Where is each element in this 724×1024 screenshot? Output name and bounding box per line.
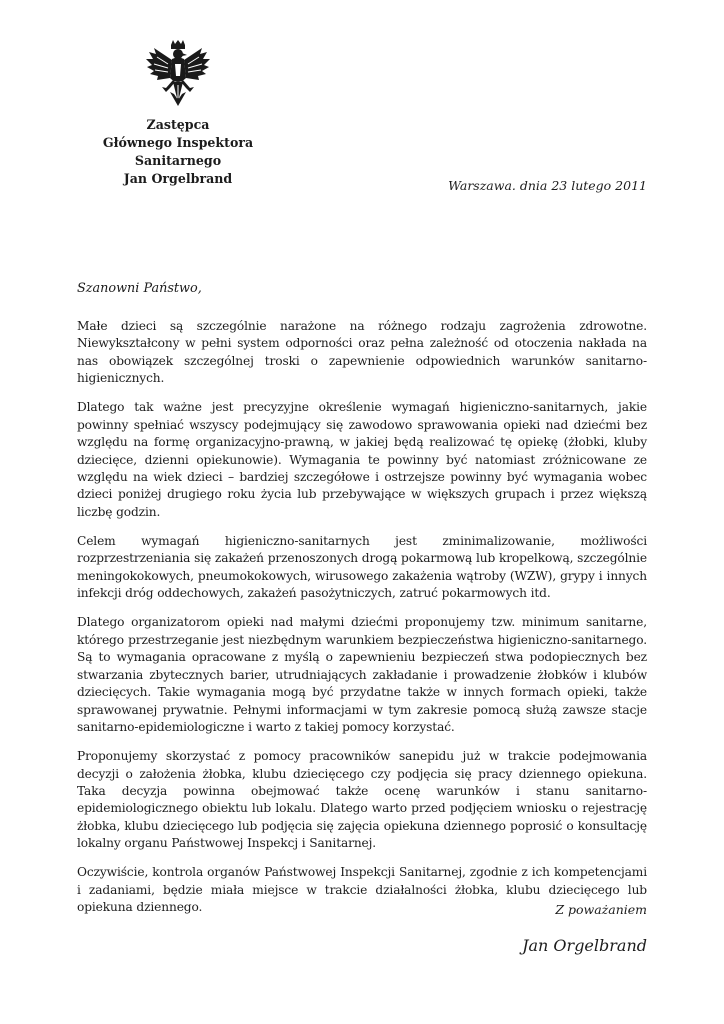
signature: Jan Orgelbrand xyxy=(522,936,647,955)
sender-office: Głównego Inspektora Sanitarnego xyxy=(102,135,254,168)
letter-date: Warszawa. dnia 23 lutego 2011 xyxy=(448,178,647,193)
closing: Z poważaniem xyxy=(555,902,647,917)
sender-header xyxy=(60,116,296,188)
sender-title: Zastępca xyxy=(146,117,210,132)
body-paragraph: Dlatego organizatorom opieki nad małymi dziećmi proponujemy tzw. minimum sanitarne, którego przestrzeganie jest niezbędnym warunkiem bezpieczeństwa higieniczno-sanitarnego. Są to wymagania opracowane z myślą o zapewnieniu bezpieczeń stwa podopiecznych bez stwarzania zbytecznych barier, utrudniających zakładanie i prowadzenie żłobków i klubów dziecięcych. Takie wymagania mogą być przydatne także w innych formach opieki, także sprawowanej prywatnie. Pełnymi informacjami w tym zakresie pomocą służą zawsze stacje sanitarno-epidemiologiczne i warto z takiej pomocy korzystać. xyxy=(77,615,647,734)
letter-body xyxy=(77,318,647,928)
body-paragraph: Proponujemy skorzystać z pomocy pracowników sanepidu już w trakcie podejmowania decyzji o założenia żłobka, klubu dziecięcego czy podjęcia się pracy dziennego opiekuna. Taka decyzja powinna obejmować także ocenę warunków i stanu sanitarno-epidemiologicznego obiektu lub lokalu. Dlatego warto przed podjęciem wniosku o rejestrację żłobka, klubu dziecięcego lub podjęcia się zajęcia opiekuna dziennego poprosić o konsultację lokalny organu Państwowej Inspekcj i Sanitarnej. xyxy=(77,749,647,851)
body-paragraph: Dlatego tak ważne jest precyzyjne określenie wymagań higieniczno-sanitarnych, jakie powinny spełniać wszyscy podejmujący się zawodowo sprawowania opieki nad dziećmi bez względu na formę organizacyjno-prawną, w jakiej będą realizować tę opiekę (żłobki, kluby dziecięce, dzienni opiekunowie). Wymagania te powinny być natomiast zróżnicowane ze względu na wiek dzieci – bardziej szczegółowe i ostrzejsze powinny być wymagania wobec dzieci poniżej drugiego roku życia lub przebywające w większych grupach i przez większą liczbę godzin. xyxy=(77,400,647,519)
body-paragraph: Małe dzieci są szczególnie narażone na różnego rodzaju zagrożenia zdrowotne. Niewykształcony w pełni system odporności oraz pełna zależność od otoczenia nakłada na nas obowiązek szczególnej troski o zapewnienie odpowiednich warunków sanitarno-higienicznych. xyxy=(77,319,647,386)
polish-eagle-emblem-icon xyxy=(144,40,212,110)
salutation: Szanowni Państwo, xyxy=(77,281,202,296)
body-paragraph: Celem wymagań higieniczno-sanitarnych jest zminimalizowanie, możliwości rozprzestrzeniania się zakażeń przenoszonych drogą pokarmową lub kropelkową, szczególnie meningokokowych, pneumokokowych, wirusowego zakażenia wątroby (WZW), grypy i innych infekcji dróg oddechowych, zakażeń pasożytniczych, zatruć pokarmowych itd. xyxy=(77,534,647,601)
sender-name: Jan Orgelbrand xyxy=(123,171,233,186)
body-paragraph: Oczywiście, kontrola organów Państwowej Inspekcji Sanitarnej, zgodnie z ich kompetencjami i zadaniami, będzie miała miejsce w trakcie działalności żłobka, klubu dziecięcego lub opiekuna dziennego. xyxy=(77,865,647,915)
